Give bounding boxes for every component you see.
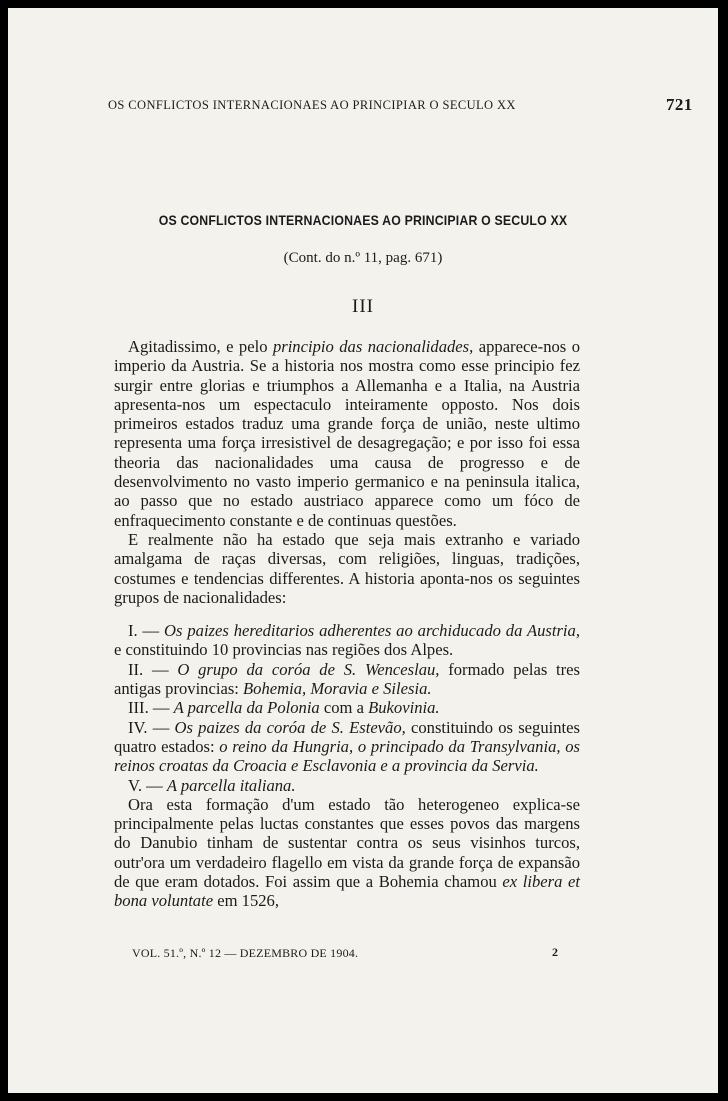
- body-text: [114, 337, 580, 911]
- nationalities-list: [114, 621, 580, 795]
- signature-mark: 2: [552, 945, 559, 959]
- footer-issue: VOL. 51.º, N.º 12 — DEZEMBRO DE 1904.: [132, 946, 359, 960]
- list-item: IV. — Os paizes da coróa de S. Estevão, constituindo os seguintes quatro estados: o reino da Hungria, o principado da Transylvania, os reinos croatas da Croacia e Esclavonia e a provincia da Servia.: [114, 717, 580, 776]
- emphasis: ex libera et bona voluntate: [114, 872, 580, 911]
- section-number: III: [352, 296, 374, 317]
- list-item: I. — Os paizes hereditarios adherentes ao archiducado da Austria, e constituindo 10 provincias nas regiões dos Alpes.: [114, 621, 580, 660]
- list-item: II. — O grupo da coróa de S. Wenceslau, formado pelas tres antigas provincias: Bohemia, Moravia e Silesia.: [114, 659, 581, 699]
- emphasis: principio das nacionalidades,: [272, 337, 474, 356]
- paragraph-1: Agitadissimo, e pelo principio das nacionalidades, apparece-nos o imperio da Austria. Se a historia nos mostra como esse principio fez surgir entre glorias e triumphos a Allemanha e a Italia, na Austria apresenta-nos um espectaculo inteiramente opposto. Nos dois primeiros estados traduz uma grande força de união, neste ultimo representa uma força irresistivel de desagregação; e por isso foi essa theoria das nacionalidades uma causa de progresso e de desenvolvimento no vasto imperio germanico e na peninsula italica, ao passo que no estado austriaco apparece como um fóco de enfraquecimento constante e de continuas questões.: [114, 337, 581, 530]
- running-head-title: OS CONFLICTOS INTERNACIONAES AO PRINCIPIAR O SECULO XX: [108, 98, 516, 112]
- footer: [132, 946, 572, 961]
- continuation-note: (Cont. do n.º 11, pag. 671): [283, 250, 443, 266]
- page-number: 721: [666, 95, 693, 114]
- paragraph-2: E realmente não ha estado que seja mais extranho e variado amalgama de raças diversas, com religiões, linguas, tradições, costumes e tendencias differentes. A historia aponta-nos os seguintes grupos de nacionalidades:: [114, 529, 580, 607]
- list-item: III. — A parcella da Polonia com a Bukovinia.: [128, 698, 440, 718]
- page: [8, 8, 718, 1093]
- list-item: V. — A parcella italiana.: [128, 775, 296, 795]
- paragraph-3: Ora esta formação d'um estado tão heterogeneo explica-se principalmente pelas luctas constantes que esses povos das margens do Danubio tinham de sustentar contra os seus visinhos turcos, outr'ora um verdadeiro flagello em vista da grande força de expansão de que eram dotados. Foi assim que a Bohemia chamou ex libera et bona voluntate em 1526,: [114, 794, 580, 911]
- article-title: OS CONFLICTOS INTERNACIONAES AO PRINCIPIAR O SECULO XX: [158, 212, 568, 228]
